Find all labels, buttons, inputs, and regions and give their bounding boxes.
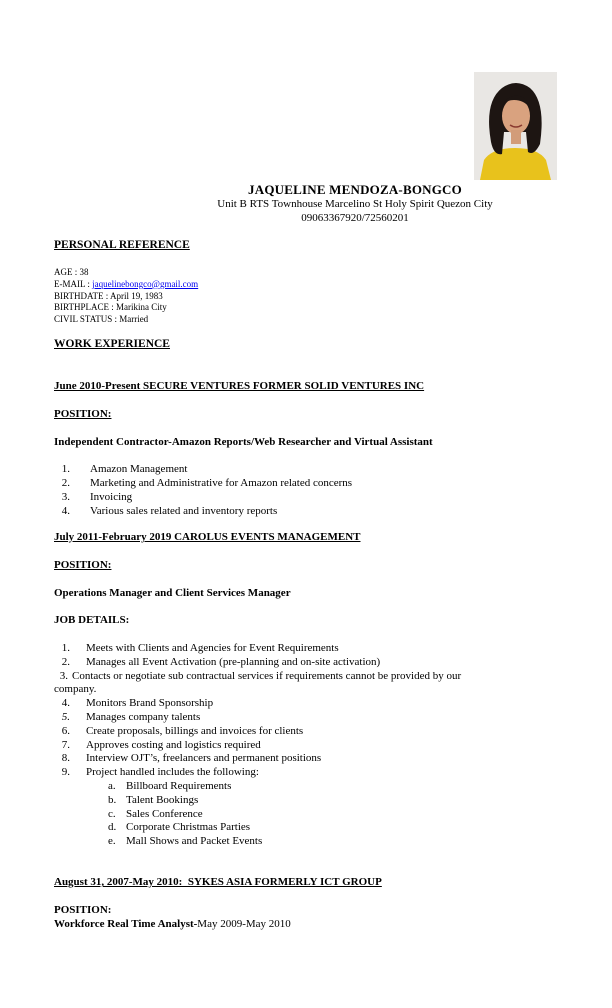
sub-list-item: c. Sales Conference — [108, 807, 203, 820]
personal-details — [54, 267, 198, 326]
list-item: 6. Create proposals, billings and invoices for clients — [61, 724, 304, 737]
job3-title: August 31, 2007-May 2010: SYKES ASIA FORMERLY ICT GROUP — [54, 876, 382, 888]
birthplace: BIRTHPLACE : Marikina City — [54, 302, 167, 313]
list-item: 2. Manages all Event Activation (pre-planning and on-site activation) — [61, 655, 381, 668]
list-item: 2. Marketing and Administrative for Amazon related concerns — [61, 477, 353, 489]
portrait-image — [474, 72, 557, 180]
list-item: 4. Various sales related and inventory reports — [61, 505, 278, 517]
job2-position-label: POSITION: — [54, 559, 112, 571]
job3-position-dates: May 2009-May 2010 — [197, 918, 291, 930]
job3-position-label: POSITION: — [54, 904, 112, 916]
applicant-name: JAQUELINE MENDOZA-BONGCO — [248, 182, 462, 197]
sub-list-item: d. Corporate Christmas Parties — [108, 821, 251, 834]
sub-list-item: e. Mall Shows and Packet Events — [108, 835, 263, 848]
email-label: E-MAIL : — [54, 278, 93, 289]
job2-title: July 2011-February 2019 CAROLUS EVENTS MANAGEMENT — [54, 531, 361, 543]
profile-photo — [474, 72, 557, 180]
age: AGE : 38 — [54, 267, 89, 277]
birthdate: BIRTHDATE : April 19, 1983 — [54, 290, 163, 301]
list-item: 3. Invoicing — [61, 491, 133, 503]
job1-duties — [56, 462, 556, 518]
list-item: 9. Project handled includes the following: — [61, 766, 259, 779]
list-item-continuation: company. — [54, 683, 97, 696]
list-item: 7. Approves costing and logistics required — [61, 738, 261, 751]
list-item: 1. Meets with Clients and Agencies for Event Requirements — [61, 642, 339, 654]
job3-position-title: Workforce Real Time Analyst- — [54, 918, 198, 930]
list-item: 5. Manages company talents — [61, 710, 201, 723]
job2-position: Operations Manager and Client Services Manager — [54, 587, 291, 599]
work-experience-heading: WORK EXPERIENCE — [54, 338, 170, 350]
phone: 09063367920/72560201 — [301, 212, 409, 224]
list-item: 8. Interview OJT’s, freelancers and permanent positions — [61, 752, 322, 765]
job1-title: June 2010-Present SECURE VENTURES FORMER SOLID VENTURES INC — [54, 380, 425, 392]
email-link[interactable]: jaquelinebongco@gmail.com — [92, 278, 199, 289]
job2-details-label: JOB DETAILS: — [54, 614, 130, 626]
list-item: 1. Amazon Management — [61, 463, 188, 475]
civil-status: CIVIL STATUS : Married — [54, 314, 149, 325]
job1-position-label: POSITION: — [54, 408, 112, 420]
list-item: 4. Monitors Brand Sponsorship — [61, 697, 214, 710]
email-row — [54, 279, 198, 291]
job2-duties — [56, 642, 556, 849]
job3-position — [54, 918, 291, 930]
sub-list-item: b. Talent Bookings — [108, 793, 199, 806]
personal-reference-heading: PERSONAL REFERENCE — [54, 239, 190, 251]
list-item: 3. Contacts or negotiate sub contractual services if requirements cannot be provided by our — [59, 669, 462, 682]
sub-list-item: a. Billboard Requirements — [108, 779, 232, 792]
address: Unit B RTS Townhouse Marcelino St Holy Spirit Quezon City — [217, 198, 493, 210]
job1-position: Independent Contractor-Amazon Reports/Web Researcher and Virtual Assistant — [54, 436, 433, 448]
